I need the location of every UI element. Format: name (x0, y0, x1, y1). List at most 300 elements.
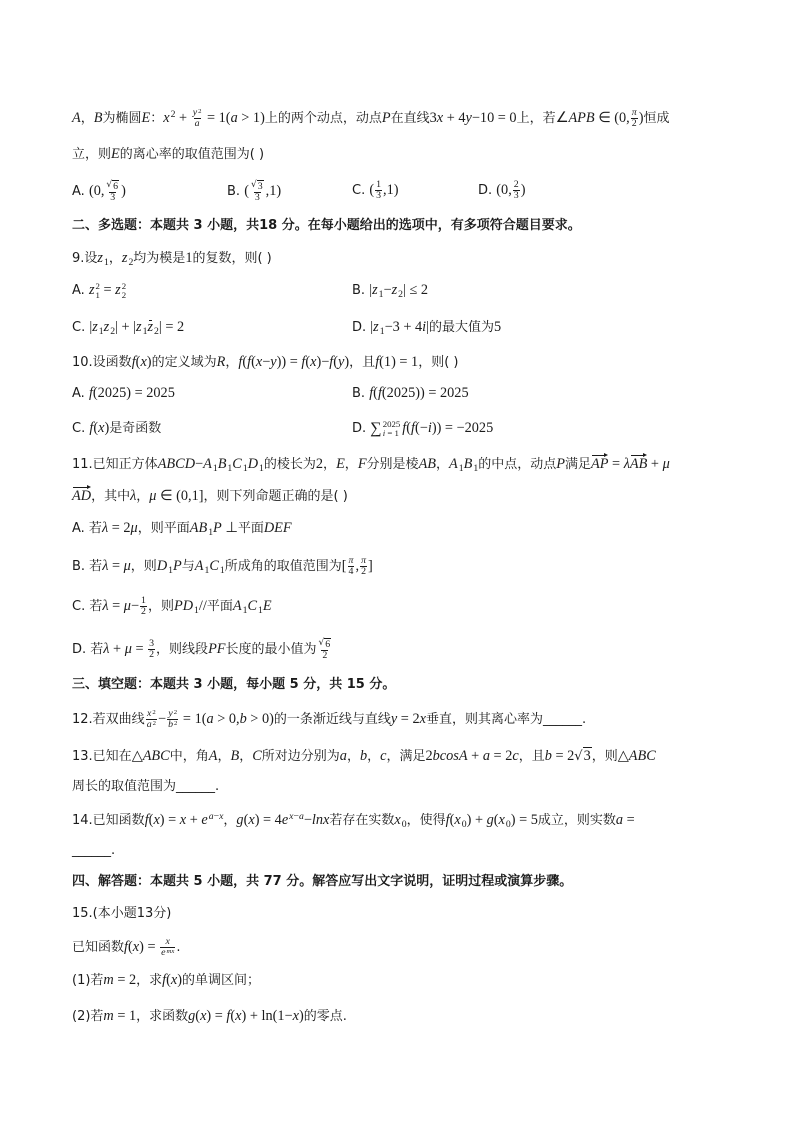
math-variable: lnx (311, 812, 330, 828)
fraction (318, 638, 333, 661)
math-symbol: ( (243, 812, 249, 828)
math-variable: λ (102, 598, 109, 614)
math-symbol: 1 (258, 605, 263, 617)
math-symbol: −10 = 0 (471, 110, 517, 126)
fraction (146, 709, 157, 730)
math-variable: A (449, 456, 458, 472)
math-variable: μ (123, 598, 131, 614)
text-run: 的最大值为 (429, 320, 495, 335)
math-variable: z (97, 250, 103, 266)
fraction-denominator (148, 649, 155, 660)
math-symbol: 2 (425, 748, 433, 764)
math-variable: x (454, 812, 461, 828)
math-symbol: − (130, 598, 140, 614)
math-variable: e (161, 947, 166, 958)
math-symbol: 3 (513, 190, 519, 201)
math-variable: μ (662, 456, 670, 472)
q14-stem-line-1 (72, 810, 635, 830)
fraction-denominator (146, 719, 157, 730)
math-symbol: 2 (121, 280, 127, 291)
text-run: 的单调区间； (182, 973, 261, 988)
math-symbol: ) (638, 110, 644, 126)
radicand (112, 180, 119, 192)
math-variable: b (168, 719, 173, 730)
math-symbol: (− (415, 420, 428, 436)
summation-limits (383, 420, 401, 438)
math-symbol: − (262, 354, 271, 370)
math-symbol: ( (251, 354, 256, 370)
text-run: 上，若 (516, 111, 556, 126)
math-symbol: ( (135, 354, 141, 370)
q10-option-d (352, 418, 493, 438)
math-variable: A (203, 456, 212, 472)
math-variable: e (281, 812, 289, 828)
subscript (243, 464, 248, 474)
math-symbol: | + | (115, 319, 137, 335)
math-symbol: 1 (185, 250, 193, 266)
sum-lower-limit (383, 429, 401, 438)
math-variable: x (436, 110, 444, 126)
text-run: ， (436, 457, 450, 472)
text-run: 11.已知正方体 (72, 457, 158, 472)
math-variable: λ (130, 488, 137, 504)
text-run: 恒成 (643, 111, 670, 126)
math-symbol: ( (230, 1008, 236, 1024)
text-run: 均为模是 (133, 251, 186, 266)
math-variable: A (232, 598, 242, 614)
math-variable: x (200, 1008, 207, 1024)
math-symbol: ⊥ (221, 520, 238, 536)
text-run: 中，角 (169, 749, 209, 764)
text-run: A. 若 (72, 521, 102, 536)
math-symbol: 2 (198, 107, 202, 115)
fraction (148, 639, 155, 660)
math-symbol: 1 (194, 605, 199, 617)
text-run: ，则 (591, 749, 618, 764)
text-run: D. (352, 320, 371, 335)
math-symbol: ) (177, 972, 183, 988)
math-symbol: 0 (461, 819, 467, 831)
vector (630, 454, 647, 473)
text-run: 为椭圆 (102, 111, 142, 126)
math-variable: B (463, 456, 473, 472)
summation (370, 419, 400, 439)
math-symbol: 3 (583, 748, 591, 764)
math-symbol: ) (104, 420, 110, 436)
math-symbol: + (109, 641, 125, 658)
text-run: 12.若双曲线 (72, 712, 145, 727)
math-symbol: ( (93, 420, 99, 436)
math-symbol: 1 (208, 527, 214, 539)
math-variable: z (121, 250, 128, 266)
text-run: B. 若 (72, 559, 103, 574)
math-symbol: 1 (204, 565, 210, 577)
math-symbol: // (198, 598, 207, 614)
fraction-denominator (513, 190, 520, 201)
math-variable: AP (591, 456, 609, 472)
math-variable: z (115, 282, 121, 298)
math-variable: mx (166, 947, 175, 955)
q11-stem-line-1 (72, 454, 670, 474)
text-run: 的中点，动点 (478, 457, 557, 472)
math-variable: P (381, 110, 391, 126)
vector (72, 486, 91, 505)
text-run: 所成角的取值范围为 (224, 559, 342, 574)
math-symbol: = 1 (113, 1008, 137, 1024)
text-run: ， (344, 457, 358, 472)
math-variable: π (361, 555, 367, 566)
math-symbol: | (370, 319, 374, 335)
math-symbol: 1 (98, 326, 104, 338)
math-variable: x (163, 110, 170, 126)
math-symbol: ( (166, 972, 171, 988)
math-symbol: = (108, 598, 124, 614)
math-symbol: 2 (315, 456, 324, 472)
text-run: ，且 (518, 749, 545, 764)
text-run: ， (223, 813, 237, 828)
math-symbol: ( (406, 420, 412, 436)
math-symbol: + (175, 110, 191, 126)
math-variable: z (391, 282, 398, 298)
math-variable: π (348, 555, 354, 566)
math-symbol: 1 (168, 565, 173, 577)
fraction (250, 180, 265, 203)
fraction (348, 556, 355, 577)
math-symbol: )− (316, 354, 330, 370)
vector (591, 454, 608, 473)
q10-option-b (352, 383, 469, 403)
math-symbol: ) (298, 1008, 304, 1024)
fraction-numerator (148, 639, 155, 649)
math-variable: g (236, 812, 244, 828)
math-symbol: > 0) (246, 711, 274, 727)
text-run: ______. (72, 843, 116, 858)
math-symbol: = 1( (203, 110, 231, 126)
text-run: 周长的取值范围为______. (72, 779, 220, 794)
superscript (152, 709, 155, 716)
q13-stem-line-1 (72, 746, 656, 766)
math-variable: AD (72, 488, 92, 504)
fraction-numerator (348, 556, 355, 566)
math-variable: A (194, 558, 204, 574)
superscript (209, 812, 224, 822)
math-variable: b (239, 711, 247, 727)
math-symbol: + (467, 748, 483, 764)
math-symbol: = 1( (179, 711, 207, 727)
math-variable: f (162, 972, 167, 988)
text-run: 10.设函数 (72, 355, 132, 370)
text-run: 满足 (564, 457, 591, 472)
q15-part-1 (72, 970, 260, 990)
math-symbol: 2 (141, 606, 146, 617)
math-symbol: 1 (141, 595, 146, 606)
math-symbol: 2 (322, 650, 328, 662)
math-variable: E (336, 456, 345, 472)
math-symbol: 1 (242, 605, 248, 617)
math-symbol: , (355, 558, 360, 574)
fraction-denominator (375, 190, 382, 201)
q11-option-c (72, 596, 272, 616)
text-run: 的复数，则( ) (192, 251, 272, 266)
fraction-numerator (360, 556, 367, 566)
math-symbol: 2 (170, 109, 176, 121)
math-symbol: 1 (259, 463, 264, 475)
math-variable: z (372, 282, 378, 298)
math-variable: f (131, 354, 136, 370)
math-symbol: (0, (496, 182, 512, 198)
math-variable: f (377, 385, 382, 401)
text-run: B. (352, 386, 370, 401)
math-symbol: ) (344, 354, 350, 370)
math-symbol: ( (128, 939, 133, 955)
q11-option-b (72, 556, 373, 576)
math-variable: x (255, 354, 263, 370)
superscript (174, 720, 177, 727)
fraction-numerator (167, 709, 178, 719)
math-variable: AB (418, 456, 437, 472)
math-variable: F (357, 456, 367, 472)
text-run: 的定义域为 (151, 355, 217, 370)
text-run: ，求函数 (136, 1009, 189, 1024)
math-variable: z (147, 319, 154, 335)
math-symbol: 2 (152, 719, 156, 727)
math-variable: ABCD (157, 456, 196, 472)
math-variable: m (103, 1008, 114, 1024)
q12-stem (72, 709, 586, 729)
math-variable: AB (189, 520, 208, 536)
math-variable: B (93, 110, 103, 126)
fraction-numerator (375, 180, 382, 190)
text-run: ，使得 (406, 813, 446, 828)
text-run: D. 若 (72, 642, 104, 658)
math-symbol: 1 (227, 463, 233, 475)
text-run: 13.已知在 (72, 749, 132, 764)
q10-option-c (72, 418, 161, 438)
math-symbol: 4 (348, 566, 354, 577)
math-variable: a (146, 719, 152, 730)
math-symbol: 3 (429, 110, 437, 126)
text-run: ，则线段 (156, 642, 209, 658)
math-symbol: 2 (513, 179, 519, 190)
fraction-numerator (318, 638, 333, 650)
math-variable: a (615, 812, 624, 828)
math-variable: z (103, 319, 110, 335)
math-symbol: (1) = 1 (379, 354, 419, 370)
math-symbol: 2 (361, 566, 366, 577)
math-symbol: − (157, 711, 167, 727)
text-run: 已知函数 (72, 940, 125, 955)
math-variable: a (208, 811, 214, 823)
text-run: 的零点. (303, 1009, 347, 1024)
math-variable: y (390, 711, 398, 727)
math-variable: μ (123, 558, 131, 574)
math-symbol: ) = (206, 1008, 227, 1024)
math-variable: B (217, 456, 227, 472)
fraction (160, 937, 175, 958)
fraction-numerator (192, 108, 203, 118)
text-run: 上的两个动点，动点 (264, 111, 382, 126)
subscript (208, 528, 213, 538)
math-variable: APB (568, 110, 595, 126)
fraction-numerator (146, 709, 157, 719)
math-symbol: ) + (466, 812, 487, 828)
subscript (104, 258, 109, 268)
fraction (513, 180, 520, 201)
math-variable: PF (208, 641, 226, 658)
math-symbol: 2 (152, 708, 156, 716)
text-run: 平面 (237, 521, 264, 536)
text-run: (1)若 (72, 973, 104, 988)
math-symbol: ( (449, 812, 455, 828)
text-run: 成立，则实数 (537, 813, 616, 828)
math-symbol: ( (148, 812, 154, 828)
math-variable: f (369, 385, 374, 401)
math-variable: f (238, 354, 243, 370)
math-symbol: = (608, 456, 624, 472)
math-variable: E (111, 146, 120, 162)
math-symbol: 2 (631, 118, 637, 129)
fraction (192, 108, 203, 129)
fraction-denominator (109, 192, 116, 203)
fraction-numerator (105, 180, 120, 192)
text-run: ： (150, 111, 164, 126)
math-variable: x (153, 812, 160, 828)
math-variable: C (209, 558, 219, 574)
math-symbol: △ (617, 748, 629, 764)
math-symbol: = 2 (113, 972, 137, 988)
math-variable: ABC (142, 748, 170, 764)
subscript (122, 291, 126, 300)
math-symbol: ) (121, 183, 126, 200)
math-symbol: 1 (142, 326, 148, 338)
math-variable: λ (623, 456, 630, 472)
superscript (174, 709, 177, 716)
math-symbol: 0 (401, 819, 407, 831)
q9-stem (72, 248, 272, 268)
text-run: ，且 (349, 355, 376, 370)
subscript (194, 606, 199, 616)
math-symbol: ) = (159, 812, 180, 828)
math-variable: f (88, 385, 93, 401)
fraction-denominator (360, 566, 367, 577)
math-symbol: 2 (154, 326, 159, 338)
math-variable: a (298, 811, 304, 823)
text-run: ， (217, 749, 231, 764)
math-symbol: ( (373, 385, 378, 401)
q11-stem-line-2 (72, 486, 348, 506)
square-root (319, 638, 332, 650)
text-run: A. (72, 283, 89, 298)
text-run: 若存在实数 (329, 813, 395, 828)
text-run: C. 若 (72, 599, 103, 614)
conjugate (147, 319, 153, 336)
math-symbol: − (383, 282, 392, 298)
math-variable: z (88, 282, 95, 298)
text-run: ， (323, 457, 337, 472)
math-variable: x (394, 812, 401, 828)
math-variable: c (380, 748, 387, 764)
subscript (473, 464, 478, 474)
text-run: ，则 (130, 559, 157, 574)
text-run: A. (72, 386, 89, 401)
fraction-denominator (194, 118, 201, 129)
superscript (167, 948, 175, 955)
math-symbol: 0 (505, 819, 511, 831)
fraction-numerator (165, 937, 171, 947)
math-variable: f (124, 939, 128, 955)
superscript (289, 812, 304, 822)
q15-part-2 (72, 1006, 347, 1026)
radicand (324, 638, 331, 650)
math-symbol: ∠ (555, 110, 569, 126)
fraction-numerator (631, 108, 638, 118)
fraction-denominator (631, 118, 638, 129)
text-run: C. (72, 421, 90, 436)
math-symbol: ) (520, 182, 526, 198)
subscript (506, 820, 511, 830)
text-run: 垂直，则其离心率为______. (425, 712, 587, 727)
math-symbol: 3 (257, 181, 263, 192)
math-variable: PD (173, 598, 194, 614)
math-symbol: ( (493, 812, 499, 828)
math-variable: i (422, 319, 427, 335)
math-symbol: 3 (149, 638, 155, 650)
math-variable: f (144, 812, 149, 828)
q15-stem (72, 937, 180, 957)
subscript (99, 327, 104, 337)
math-symbol: 2025 (382, 418, 401, 429)
math-variable: C (232, 456, 242, 472)
subscript (128, 258, 133, 268)
subscript (380, 327, 385, 337)
text-run: 9.设 (72, 251, 98, 266)
fraction-denominator (167, 719, 178, 730)
math-symbol: 1 (376, 179, 382, 190)
q9-option-d (352, 317, 501, 337)
math-symbol: ] (368, 558, 373, 574)
q8-option-d (478, 180, 525, 200)
section-2-heading (72, 216, 581, 236)
math-variable: a (230, 110, 238, 126)
text-run: C. (352, 183, 370, 198)
math-variable: E (262, 598, 272, 614)
superscript (198, 108, 201, 115)
math-symbol: 2 (174, 719, 178, 727)
fraction-denominator (254, 192, 261, 203)
text-run: 所对边分别为 (261, 749, 340, 764)
math-variable: P (173, 558, 182, 574)
math-variable: DEF (263, 520, 292, 536)
math-variable: e (201, 812, 208, 828)
math-symbol: > 1) (237, 110, 265, 126)
math-variable: i (427, 420, 432, 436)
math-variable: ABC (628, 748, 656, 764)
text-run: ，满足 (386, 749, 426, 764)
math-variable: bcosA (432, 748, 468, 764)
math-variable: B (230, 748, 240, 764)
math-variable: f (89, 420, 94, 436)
math-symbol: 3 (376, 190, 382, 201)
text-run: ， (346, 749, 360, 764)
math-variable: x (140, 354, 147, 370)
subscript (213, 464, 218, 474)
math-variable: a (482, 748, 490, 764)
math-variable: m (103, 972, 114, 988)
math-variable: x (146, 708, 152, 719)
math-variable: x (170, 972, 178, 988)
text-run: 的一条渐近线与直线 (273, 712, 391, 727)
math-variable: λ (101, 520, 109, 536)
